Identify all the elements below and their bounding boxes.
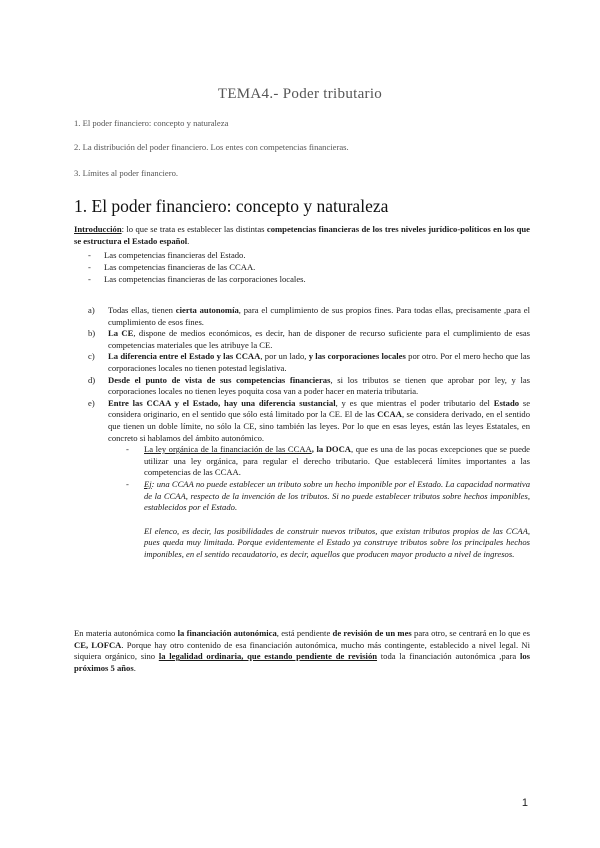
item-text: por otro. Por el mero hecho que las corporaciones locales no tienen potestad legislativa.: [108, 351, 530, 373]
toc-item-2: 2. La distribución del poder financiero. Los entes con competencias financieras.: [74, 142, 349, 152]
lettered-list: [88, 305, 530, 560]
document-title: TEMA4.- Poder tributario: [217, 86, 383, 102]
sub-item-bold: , la DOCA: [311, 444, 352, 455]
closing-paragraph: [74, 628, 530, 674]
sub-item-underlined: Ej: [144, 478, 152, 489]
closing-bold: la legalidad ordinaria, que estando pendiente de revisión: [158, 651, 378, 662]
closing-bold: CE, LOFCA: [74, 639, 122, 650]
list-item-e: [88, 398, 530, 444]
closing-bold: los próximos 5 años: [74, 651, 530, 673]
sub-item-underlined: La ley orgánica de la financiación de las CCAA: [144, 444, 312, 455]
intro-paragraph: [74, 224, 530, 247]
list-item-text: Las competencias financieras de las CCAA.: [104, 262, 256, 272]
item-text: , dispone de medios económicos, es decir, han de disponer de recurso suficiente para el cumplimiento de esas competencias materiales que les atribuye la CE.: [108, 328, 531, 350]
list-item-text: Las competencias financieras del Estado.: [104, 250, 246, 260]
intro-lead: Introducción: [74, 224, 122, 234]
page-number: 1: [521, 797, 528, 809]
list-item: - Las competencias financieras del Estado.: [88, 250, 246, 260]
list-item-a: [88, 305, 530, 328]
item-label: e): [88, 397, 95, 408]
list-item-b: [88, 328, 530, 351]
item-text: , por un lado,: [260, 351, 309, 362]
intro-end: .: [187, 235, 190, 246]
item-text: , si los tributos se tienen que aprobar por ley, y las corporaciones locales no tienen leyes poquita cosa van a poder hacer en materia tributaria.: [108, 374, 531, 397]
sub-item-text: : una CCAA no puede establecer un tributo sobre un hecho imponible por el Estado. La capacidad normativa de la CCAA, respecto de la invención de los tributos. Si no puede establecer tributos sobre hechos imponibles, establecidos por el Estado.: [144, 478, 530, 513]
item-bold: La CE: [108, 328, 134, 339]
item-text: , y es que mientras el poder tributario del: [335, 397, 494, 408]
closing-bold: la financiación autonómica: [177, 628, 277, 638]
item-bold: Estado: [493, 397, 520, 408]
section-heading: 1. El poder financiero: concepto y naturaleza: [74, 196, 389, 216]
list-item-d: [88, 375, 530, 398]
closing-bold: de revisión de un mes: [332, 628, 412, 638]
closing-text: toda la financiación autonómica ,para: [377, 651, 520, 662]
item-bold: La diferencia entre el Estado y las CCAA: [108, 351, 261, 362]
item-text: Todas ellas, tienen: [108, 305, 176, 315]
toc-item-3: 3. Límites al poder financiero.: [74, 168, 179, 178]
item-text: , para el cumplimiento de sus propios fines. Para todas ellas, precisamente ,para el cumplimiento de esos fines.: [108, 305, 530, 327]
closing-text: , está pendiente: [276, 628, 333, 638]
intro-bold: competencias financieras de los tres niveles jurídico-políticos en los que se estructura el Estado español: [74, 224, 530, 246]
list-item-c: [88, 351, 530, 374]
item-bold: y las corporaciones locales: [308, 351, 406, 362]
item-label: c): [88, 351, 95, 362]
item-bold: cierta autonomía: [175, 305, 239, 315]
closing-text: .: [133, 662, 136, 673]
intro-text: : lo que se trata es establecer las distintas: [121, 224, 267, 234]
closing-text: para otro, se centrará en lo que es: [411, 628, 530, 638]
dash-list: [88, 249, 306, 285]
item-label: b): [88, 328, 96, 339]
item-text: , se considera derivado, en el sentido que tienen un doble límite, no sólo la CE, sino también las leyes. Por lo que en esas leyes, están las leyes Estatales, en concreto si hablamos del ámbito autonómico.: [108, 409, 530, 443]
item-bold: Entre las CCAA y el Estado, hay una diferencia sustancial: [108, 397, 336, 408]
item-label: a): [88, 305, 95, 315]
sub-item-2: - Ej: una CCAA no puede establecer un tributo sobre un hecho imponible por el Estado. La capacidad normativa de la CCAA, respecto de la invención de los tributos. Si no puede establecer tributos sobre hechos imponibles, establecidos por el Estado.: [126, 478, 530, 513]
list-item: - Las competencias financieras de las corporaciones locales.: [88, 274, 306, 284]
item-bold: Desde el punto de vista de sus competencias financieras: [108, 374, 331, 385]
quote-paragraph: El elenco, es decir, las posibilidades de construir nuevos tributos, que existan tributos propios de las CCAA, pues queda muy limitada. Porque evidentemente el Estado ya construye tributos sobre los principales hechos imponibles, en el sentido recaudatorio, es decir, aquellos que producen mayor producto a nivel de ingresos.: [144, 525, 530, 559]
list-item: - Las competencias financieras de las CCAA.: [88, 262, 256, 272]
closing-text: En materia autonómica como: [74, 628, 178, 638]
item-text: se considera originario, en el sentido que sólo está limitado por la CE. El de las: [108, 397, 531, 420]
item-bold: CCAA: [377, 409, 402, 420]
toc-item-1: 1. El poder financiero: concepto y naturaleza: [74, 118, 229, 128]
item-label: d): [88, 374, 96, 385]
sub-item-1: - La ley orgánica de la financiación de las CCAA, la DOCA, que es una de las pocas excepciones que se puede utilizar una ley orgánica, para regular el derecho tributario. Que establecerá límites importantes a las competencias de las CCAA.: [126, 444, 530, 478]
sub-item-text: , que es una de las pocas excepciones que se puede utilizar una ley orgánica, para regular el derecho tributario. Que establecerá límites importantes a las competencias de las CCAA.: [144, 444, 530, 478]
list-item-text: Las competencias financieras de las corporaciones locales.: [104, 274, 306, 284]
closing-text: . Porque hay otro contenido de esa financiación autonómica, mucho más contingente, establecido a nivel legal. Ni siquiera orgánico, sino: [74, 639, 530, 662]
